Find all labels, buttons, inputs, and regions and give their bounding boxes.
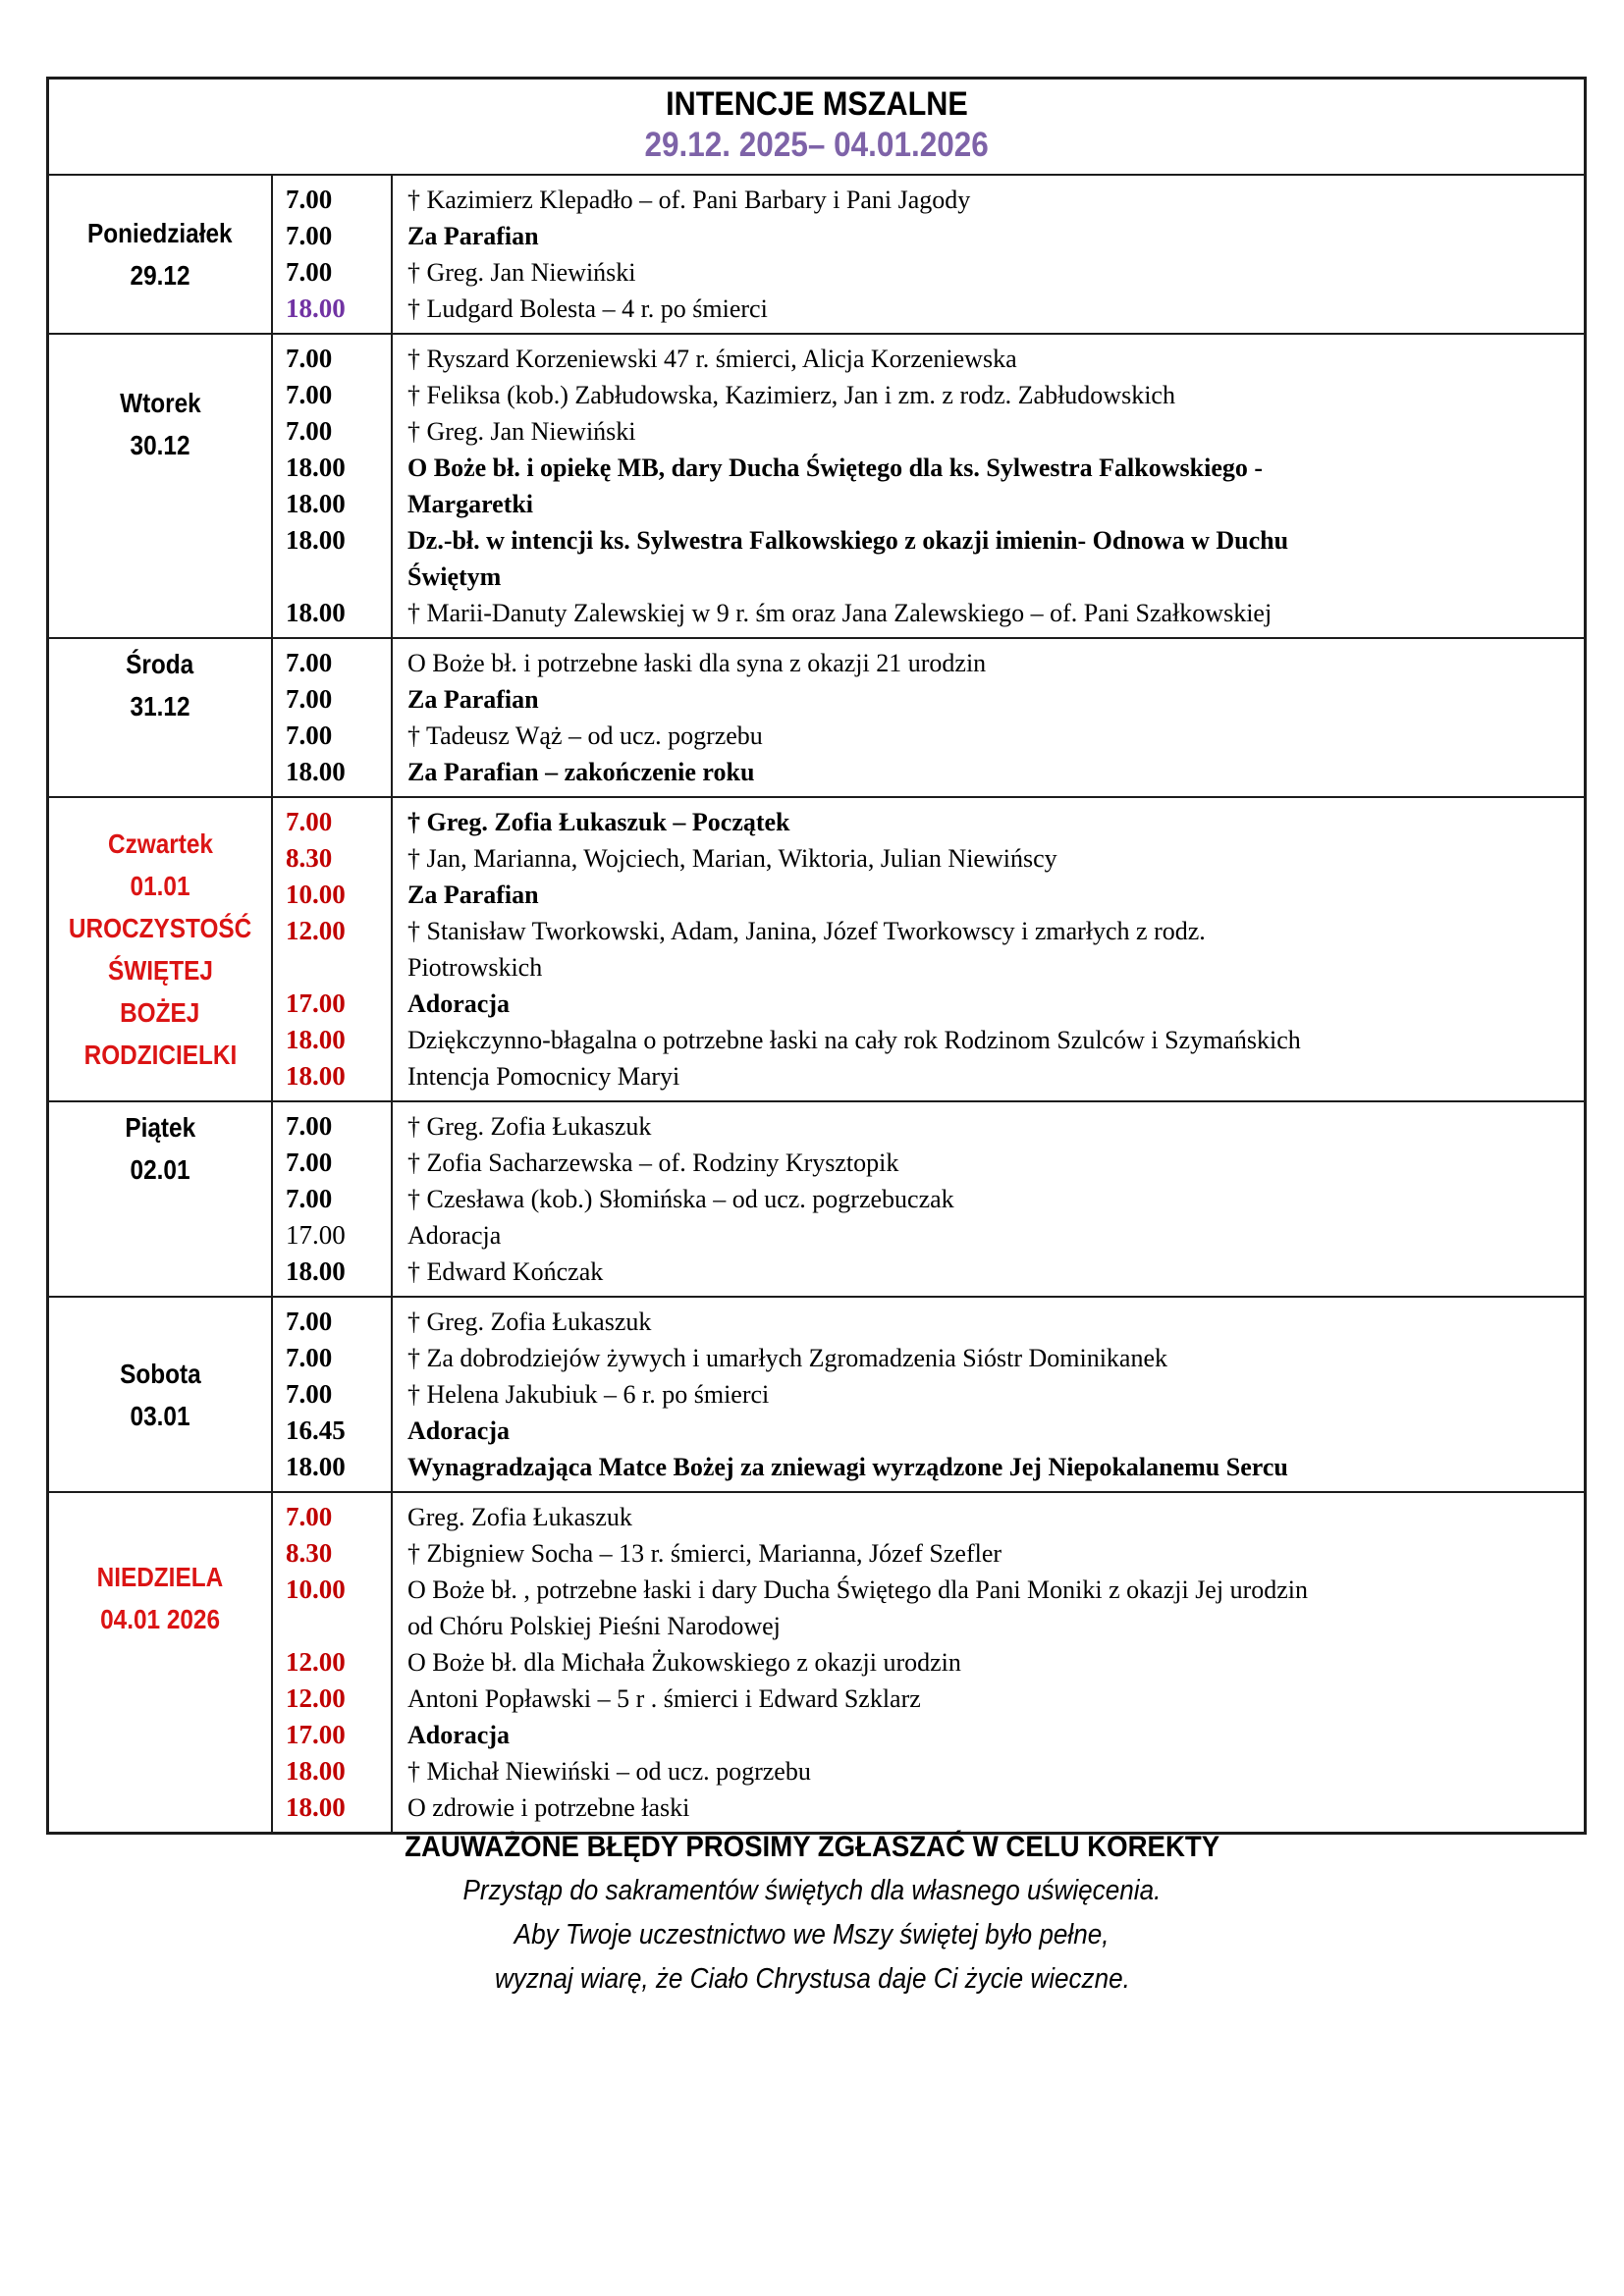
exhortation-block [0,1869,1624,2002]
mass-intention: Dziękczynno-błagalna o potrzebne łaski na cały rok Rodzinom Szulców i Szymańskich [407,1026,1301,1054]
day-cell [49,639,273,796]
intentions-cell [273,1102,1584,1296]
mass-line [273,1717,1584,1753]
mass-time [273,949,391,986]
mass-time: 18.00 [286,525,346,555]
mass-time: 7.00 [286,1184,333,1213]
mass-intention: † Edward Kończak [407,1257,604,1286]
mass-time: 7.00 [286,807,333,836]
table-body [49,174,1584,1832]
day-cell [49,1298,273,1491]
day-label: Sobota [119,1358,201,1389]
day-label: Piątek [125,1112,195,1143]
day-cell [49,798,273,1100]
day-label: Czwartek [107,828,213,859]
day-cell [49,1493,273,1832]
mass-time: 7.00 [286,1379,333,1409]
mass-line [273,1608,1584,1644]
mass-time: 18.00 [286,757,346,786]
mass-intention: Za Parafian [407,685,539,714]
mass-line [273,595,1584,631]
exhortation-text: wyznaj wiarę, że Ciało Chrystusa daje Ci życie wieczne. [494,1963,1130,1995]
mass-intention: Greg. Zofia Łukaszuk [407,1503,632,1531]
day-cell [49,176,273,333]
mass-line [273,1572,1584,1608]
mass-time: 7.00 [286,221,333,250]
mass-line [273,718,1584,754]
mass-line [273,522,1584,559]
mass-line [273,681,1584,718]
mass-line [273,1181,1584,1217]
mass-time: 18.00 [286,453,346,482]
mass-intention: O Boże bł. , potrzebne łaski i dary Ducha Świętego dla Pani Moniki z okazji Jej urodzin [407,1575,1308,1604]
day-row [49,333,1584,637]
mass-intentions-table [46,77,1587,1835]
table-header [49,80,1584,174]
mass-time: 12.00 [286,916,346,945]
mass-line [273,1681,1584,1717]
mass-time: 12.00 [286,1647,346,1677]
mass-line [273,413,1584,450]
mass-intention: O Boże bł. dla Michała Żukowskiego z okazji urodzin [407,1648,961,1677]
mass-line [273,645,1584,681]
mass-intention: Dz.-bł. w intencji ks. Sylwestra Falkowskiego z okazji imienin- Odnowa w Duchu [407,526,1289,555]
mass-line [273,486,1584,522]
day-row [49,796,1584,1100]
mass-line [273,1058,1584,1095]
mass-line [273,840,1584,877]
intentions-cell [273,1493,1584,1832]
mass-intention: † Kazimierz Klepadło – of. Pani Barbary i Pani Jagody [407,186,971,214]
mass-line [273,1413,1584,1449]
mass-intention: od Chóru Polskiej Pieśni Narodowej [407,1612,781,1640]
mass-intention: † Marii-Danuty Zalewskiej w 9 r. śm oraz Jana Zalewskiego – of. Pani Szałkowskiej [407,599,1272,627]
mass-time [273,559,391,595]
mass-line [273,291,1584,327]
mass-line [273,1376,1584,1413]
intentions-cell [273,335,1584,637]
mass-time: 18.00 [286,1061,346,1091]
day-cell [49,1102,273,1296]
mass-line [273,1145,1584,1181]
mass-intention: Adoracja [407,1721,510,1749]
mass-intention: Adoracja [407,1221,502,1250]
mass-line [273,986,1584,1022]
mass-line [273,754,1584,790]
mass-intention: Adoracja [407,989,510,1018]
mass-time: 18.00 [286,1756,346,1786]
mass-intention: † Greg. Jan Niewiński [407,258,636,287]
day-label: BOŻEJ [120,997,200,1028]
day-label: 01.01 [130,871,190,901]
mass-line [273,254,1584,291]
errors-notice: ZAUWAŻONE BŁĘDY PROSIMY ZGŁASZAĆ W CELU KOREKTY [404,1831,1220,1863]
mass-line [273,218,1584,254]
day-label: RODZICIELKI [83,1040,237,1070]
day-cell [49,335,273,637]
exhortation-line [0,1913,1624,1957]
mass-intention: † Feliksa (kob.) Zabłudowska, Kazimierz, Jan i zm. z rodz. Zabłudowskich [407,381,1175,409]
mass-time: 7.00 [286,1307,333,1336]
mass-line [273,913,1584,949]
day-label: NIEDZIELA [96,1562,224,1592]
mass-line [273,450,1584,486]
mass-intention: † Tadeusz Wąż – od ucz. pogrzebu [407,721,763,750]
day-label: ŚWIĘTEJ [107,955,213,986]
mass-time: 7.00 [286,1111,333,1141]
day-label: 30.12 [130,430,190,460]
mass-time: 16.45 [286,1415,346,1445]
mass-time: 7.00 [286,684,333,714]
exhortation-text: Przystąp do sakramentów świętych dla własnego uświęcenia. [462,1875,1162,1906]
mass-line [273,1254,1584,1290]
mass-intention: Margaretki [407,490,534,518]
mass-line [273,804,1584,840]
date-range [49,125,1584,166]
mass-time: 7.00 [286,416,333,446]
day-row [49,1296,1584,1491]
day-label: 03.01 [130,1400,190,1431]
mass-intention: † Zofia Sacharzewska – of. Rodziny Krysztopik [407,1148,899,1177]
mass-intention: † Za dobrodziejów żywych i umarłych Zgromadzenia Sióstr Dominikanek [407,1344,1168,1372]
mass-line [273,1535,1584,1572]
mass-time: 18.00 [286,489,346,518]
mass-intention: † Greg. Zofia Łukaszuk [407,1112,652,1141]
mass-line [273,341,1584,377]
mass-intention: O Boże bł. i opiekę MB, dary Ducha Świętego dla ks. Sylwestra Falkowskiego - [407,454,1264,482]
day-row [49,637,1584,796]
mass-time: 7.00 [286,344,333,373]
intentions-cell [273,1298,1584,1491]
day-label: UROCZYSTOŚĆ [68,913,252,943]
mass-time: 7.00 [286,380,333,409]
mass-line [273,1449,1584,1485]
day-row [49,1491,1584,1832]
mass-time: 7.00 [286,1148,333,1177]
day-label: Wtorek [119,388,201,418]
mass-intention: † Helena Jakubiuk – 6 r. po śmierci [407,1380,770,1409]
mass-intention: † Stanisław Tworkowski, Adam, Janina, Józef Tworkowscy i zmarłych z rodz. [407,917,1206,945]
mass-time: 18.00 [286,1025,346,1054]
mass-time: 10.00 [286,880,346,909]
day-label: 02.01 [130,1154,190,1185]
mass-line [273,1789,1584,1826]
mass-intention: † Greg. Jan Niewiński [407,417,636,446]
day-label: Poniedziałek [87,218,233,248]
mass-time: 10.00 [286,1575,346,1604]
footer [0,1826,1624,2002]
mass-intention: Za Parafian – zakończenie roku [407,758,755,786]
mass-line [273,1304,1584,1340]
mass-line [273,559,1584,595]
mass-time: 18.00 [286,1792,346,1822]
mass-intention: Za Parafian [407,222,539,250]
mass-time: 7.00 [286,1502,333,1531]
mass-intention: † Jan, Marianna, Wojciech, Marian, Wiktoria, Julian Niewińscy [407,844,1057,873]
mass-line [273,1340,1584,1376]
mass-time: 17.00 [286,1720,346,1749]
mass-intention: † Ludgard Bolesta – 4 r. po śmierci [407,294,768,323]
mass-time: 18.00 [286,294,346,323]
mass-intention: † Zbigniew Socha – 13 r. śmierci, Marianna, Józef Szefler [407,1539,1002,1568]
mass-line [273,1499,1584,1535]
date-range-text: 29.12. 2025– 04.01.2026 [644,126,989,164]
day-row [49,174,1584,333]
mass-time: 7.00 [286,1343,333,1372]
mass-time: 7.00 [286,648,333,677]
mass-time: 12.00 [286,1683,346,1713]
mass-line [273,1022,1584,1058]
mass-time: 8.30 [286,1538,333,1568]
mass-line [273,377,1584,413]
mass-time: 7.00 [286,721,333,750]
mass-time: 18.00 [286,1256,346,1286]
mass-intention: † Czesława (kob.) Słomińska – od ucz. pogrzebuczak [407,1185,954,1213]
mass-line [273,1644,1584,1681]
exhortation-line [0,1869,1624,1913]
mass-line [273,1108,1584,1145]
mass-time: 18.00 [286,598,346,627]
mass-time: 7.00 [286,257,333,287]
mass-intention: † Ryszard Korzeniewski 47 r. śmierci, Alicja Korzeniewska [407,345,1017,373]
mass-intention: Intencja Pomocnicy Maryi [407,1062,680,1091]
mass-intention: Antoni Popławski – 5 r . śmierci i Edward Szklarz [407,1684,921,1713]
day-label: 31.12 [130,691,190,721]
mass-line [273,877,1584,913]
mass-intention: † Michał Niewiński – od ucz. pogrzebu [407,1757,811,1786]
mass-intention: Za Parafian [407,881,539,909]
mass-time: 18.00 [286,1452,346,1481]
mass-intention: † Greg. Zofia Łukaszuk – Początek [407,808,790,836]
mass-intention: Piotrowskich [407,953,543,982]
mass-intention: O zdrowie i potrzebne łaski [407,1793,690,1822]
exhortation-text: Aby Twoje uczestnictwo we Mszy świętej było pełne, [514,1919,1110,1950]
mass-line [273,1753,1584,1789]
day-label: 04.01 2026 [100,1604,220,1634]
mass-time: 17.00 [286,1220,346,1250]
mass-time: 7.00 [286,185,333,214]
exhortation-line [0,1957,1624,2002]
mass-intention: Świętym [407,562,502,591]
mass-time: 8.30 [286,843,333,873]
mass-intention: O Boże bł. i potrzebne łaski dla syna z okazji 21 urodzin [407,649,987,677]
mass-time [273,1608,391,1644]
day-row [49,1100,1584,1296]
mass-intention: Adoracja [407,1416,510,1445]
mass-line [273,182,1584,218]
mass-intention: † Greg. Zofia Łukaszuk [407,1308,652,1336]
day-label: Środa [126,649,194,679]
day-label: 29.12 [130,260,190,291]
mass-line [273,1217,1584,1254]
page-title: INTENCJE MSZALNE [665,85,968,123]
intentions-cell [273,639,1584,796]
mass-intention: Wynagradzająca Matce Bożej za zniewagi wyrządzone Jej Niepokalanemu Sercu [407,1453,1288,1481]
intentions-cell [273,798,1584,1100]
mass-time: 17.00 [286,988,346,1018]
intentions-cell [273,176,1584,333]
mass-line [273,949,1584,986]
